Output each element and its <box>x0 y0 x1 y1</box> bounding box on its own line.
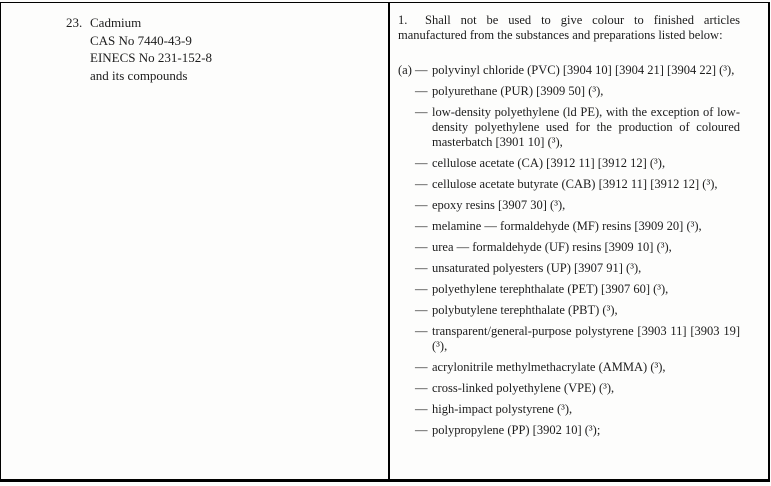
restriction-clause <box>398 13 740 42</box>
polymer-item <box>398 360 740 375</box>
entry-number: 23. <box>66 15 83 30</box>
polymer-item-text: low-density polyethylene (ld PE), with the exception of low-density polyethylene used for the production of coloured masterbatch [3901 10] (³), <box>432 105 740 149</box>
polymer-item <box>398 219 740 234</box>
polymer-item-text: cross-linked polyethylene (VPE) (³), <box>432 381 615 395</box>
polymer-item-text: urea — formaldehyde (UF) resins [3909 10] (³), <box>432 240 672 254</box>
polymer-item <box>398 63 740 78</box>
item-dash: — <box>415 177 428 191</box>
polymer-item <box>398 423 740 438</box>
item-dash: — <box>415 156 428 170</box>
item-dash: — <box>415 381 428 395</box>
column-divider <box>388 2 390 482</box>
polymer-item-text: polyethylene terephthalate (PET) [3907 60] (³), <box>432 282 669 296</box>
polymer-item <box>398 402 740 417</box>
substance-details <box>90 14 361 84</box>
polymer-item <box>398 177 740 192</box>
polymer-item <box>398 105 740 150</box>
item-dash: — <box>415 303 428 317</box>
polymer-item <box>398 156 740 171</box>
item-dash: — <box>415 360 428 374</box>
item-dash: — <box>415 261 428 275</box>
polymer-item <box>398 198 740 213</box>
polymer-item-text: cellulose acetate butyrate (CAB) [3912 11] [3912 12] (³), <box>432 177 718 191</box>
cas-number: CAS No 7440-43-9 <box>90 32 192 48</box>
item-dash: — <box>415 282 428 296</box>
compounds-note: and its compounds <box>90 67 188 83</box>
polymer-item-text: unsaturated polyesters (UP) [3907 91] (³), <box>432 261 642 275</box>
item-dash: — <box>415 84 428 98</box>
polymer-item-text: melamine — formaldehyde (MF) resins [3909 20] (³), <box>432 219 702 233</box>
substance-entry <box>66 14 361 84</box>
polymer-item <box>398 324 740 354</box>
substance-name: Cadmium <box>90 15 142 30</box>
item-dash: — <box>415 63 428 77</box>
polymer-item <box>398 381 740 396</box>
item-dash: — <box>415 423 428 437</box>
polymer-item-text: epoxy resins [3907 30] (³), <box>432 198 566 212</box>
item-dash: — <box>415 324 428 338</box>
item-dash: — <box>415 198 428 212</box>
list-marker-a: (a) <box>398 63 412 77</box>
clause-number: 1. <box>398 13 408 27</box>
polymer-item <box>398 240 740 255</box>
polymer-item <box>398 84 740 99</box>
polymer-item-text: polypropylene (PP) [3902 10] (³); <box>432 423 601 437</box>
polymer-item-text: acrylonitrile methylmethacrylate (AMMA) (³), <box>432 360 666 374</box>
polymer-item <box>398 261 740 276</box>
polymer-item-text: cellulose acetate (CA) [3912 11] [3912 12] (³), <box>432 156 666 170</box>
substance-column <box>66 14 361 84</box>
item-dash: — <box>415 105 428 119</box>
conditions-column <box>398 13 740 444</box>
clause-text: Shall not be used to give colour to finished articles manufactured from the substances and preparations listed below: <box>398 13 740 42</box>
item-dash: — <box>415 402 428 416</box>
item-dash: — <box>415 219 428 233</box>
polymer-item-text: high-impact polystyrene (³), <box>432 402 573 416</box>
item-dash: — <box>415 240 428 254</box>
polymer-item-text: polyurethane (PUR) [3909 50] (³), <box>432 84 604 98</box>
einecs-number: EINECS No 231-152-8 <box>90 50 213 65</box>
polymer-list <box>398 63 740 438</box>
polymer-item-text: polyvinyl chloride (PVC) [3904 10] [3904 21] [3904 22] (³), <box>432 63 735 77</box>
polymer-item <box>398 282 740 297</box>
polymer-item <box>398 303 740 318</box>
polymer-item-text: transparent/general-purpose polystyrene [3903 11] [3903 19] (³), <box>432 324 740 353</box>
polymer-item-text: polybutylene terephthalate (PBT) (³), <box>432 303 618 317</box>
